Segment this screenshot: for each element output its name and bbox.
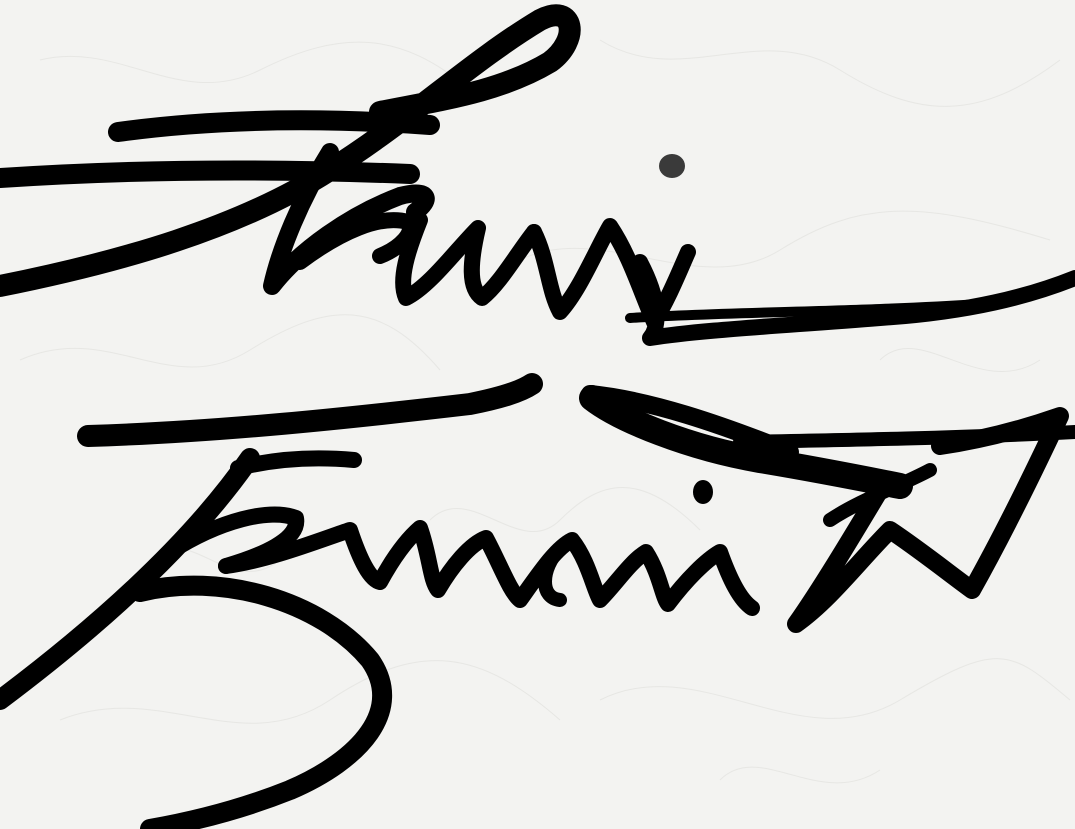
stroke-i-s bbox=[534, 226, 688, 322]
signature-ink bbox=[0, 15, 1075, 829]
paper-texture bbox=[20, 40, 1070, 783]
stroke-a-bowl bbox=[545, 548, 560, 600]
stroke-u bbox=[403, 220, 534, 298]
stroke-f-bar bbox=[88, 384, 532, 436]
stroke-f-cross bbox=[238, 458, 354, 468]
i-dot bbox=[659, 154, 685, 178]
stroke-f-loop bbox=[140, 586, 382, 829]
i-dot-second bbox=[693, 480, 713, 504]
stroke-s-tail bbox=[640, 262, 1075, 338]
stroke-o bbox=[300, 220, 410, 262]
stroke-rmain bbox=[226, 528, 752, 608]
stroke-l-bar bbox=[0, 171, 410, 178]
